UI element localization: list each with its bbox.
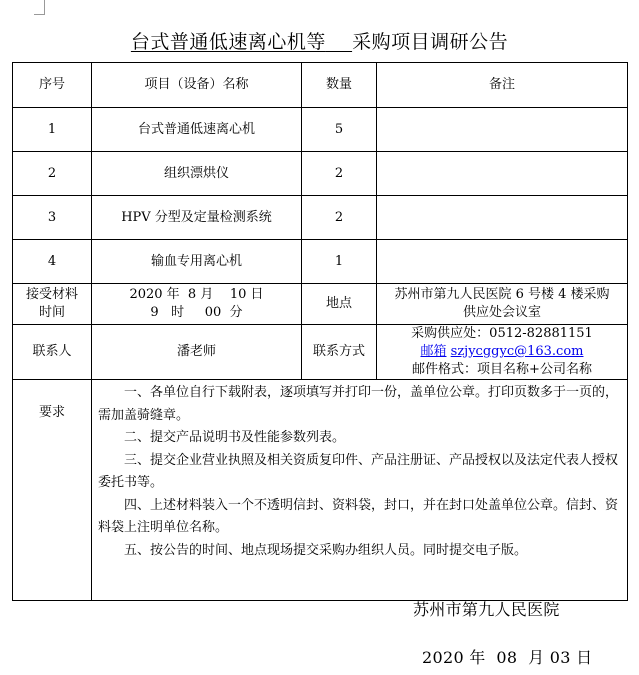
requirements-content [92, 380, 628, 601]
footer-organization: 苏州市第九人民医院 [413, 600, 560, 619]
contact-row [13, 325, 628, 380]
item-name: 组织漂烘仪 [92, 152, 302, 196]
item-seq: 4 [13, 240, 92, 284]
item-name: 台式普通低速离心机 [92, 108, 302, 152]
table-row [13, 108, 628, 152]
item-qty: 1 [302, 240, 377, 284]
title-rest-part: 采购项目调研公告 [352, 31, 509, 53]
item-seq: 3 [13, 196, 92, 240]
requirements-label: 要求 [13, 380, 92, 601]
email-link[interactable]: szjycggyc@163.com [450, 344, 584, 359]
contact-phone: 采购供应处：0512-82881151 [411, 326, 593, 341]
receive-time-value [92, 284, 302, 325]
header-quantity: 数量 [302, 63, 377, 108]
header-item-name: 项目（设备）名称 [92, 63, 302, 108]
requirement-item: 四、上述材料装入一个不透明信封、资料袋，封口，并在封口处盖单位公章。信封、资料袋上注明单位名称。 [98, 497, 619, 535]
place-line1: 苏州市第九人民医院 6 号楼 4 楼采购 [394, 287, 610, 302]
document-title [0, 27, 639, 54]
title-underlined-part: 台式普通低速离心机等 [130, 31, 326, 53]
contact-person-name: 潘老师 [92, 325, 302, 380]
place-value [377, 284, 628, 325]
item-seq: 1 [13, 108, 92, 152]
item-note [377, 240, 628, 284]
place-label: 地点 [302, 284, 377, 325]
item-note [377, 108, 628, 152]
requirement-item: 一、各单位自行下载附表，逐项填写并打印一份，盖单位公章。打印页数多于一页的，需加盖骑缝章。 [98, 385, 619, 423]
page-corner-mark [34, 0, 45, 15]
mail-format: 邮件格式：项目名称+公司名称 [412, 362, 592, 377]
item-note [377, 196, 628, 240]
item-qty: 2 [302, 196, 377, 240]
item-note [377, 152, 628, 196]
requirement-item: 三、提交企业营业执照及相关资质复印件、产品注册证、产品授权以及法定代表人授权委托书等。 [98, 452, 619, 490]
table-row [13, 240, 628, 284]
requirement-item: 二、提交产品说明书及性能参数列表。 [124, 430, 346, 445]
receive-label-line1: 接受材料 [25, 287, 78, 302]
contact-email-line [377, 343, 627, 361]
email-label-link[interactable]: 邮箱 [420, 344, 447, 359]
header-seq: 序号 [13, 63, 92, 108]
header-note: 备注 [377, 63, 628, 108]
place-line2: 供应处会议室 [462, 305, 541, 320]
receive-time-row [13, 284, 628, 325]
receive-hour: 9 时 00 分 [150, 305, 243, 320]
requirement-item: 五、按公告的时间、地点现场提交采购办组织人员。同时提交电子版。 [124, 542, 528, 558]
requirements-row [13, 380, 628, 601]
footer-date: 2020 年 08 月 03 日 [422, 648, 593, 667]
table-row [13, 152, 628, 196]
receive-time-label [13, 284, 92, 325]
table-row [13, 196, 628, 240]
item-name: HPV 分型及定量检测系统 [92, 196, 302, 240]
title-underline-gap [326, 31, 352, 53]
contact-person-label: 联系人 [13, 325, 92, 380]
receive-label-line2: 时间 [38, 305, 65, 320]
receive-date: 2020 年 8 月 10 日 [129, 287, 264, 302]
table-header-row [13, 63, 628, 108]
contact-method-label: 联系方式 [302, 325, 377, 380]
item-seq: 2 [13, 152, 92, 196]
contact-method-value [377, 325, 628, 380]
item-qty: 5 [302, 108, 377, 152]
procurement-table [12, 62, 628, 601]
item-name: 输血专用离心机 [92, 240, 302, 284]
item-qty: 2 [302, 152, 377, 196]
